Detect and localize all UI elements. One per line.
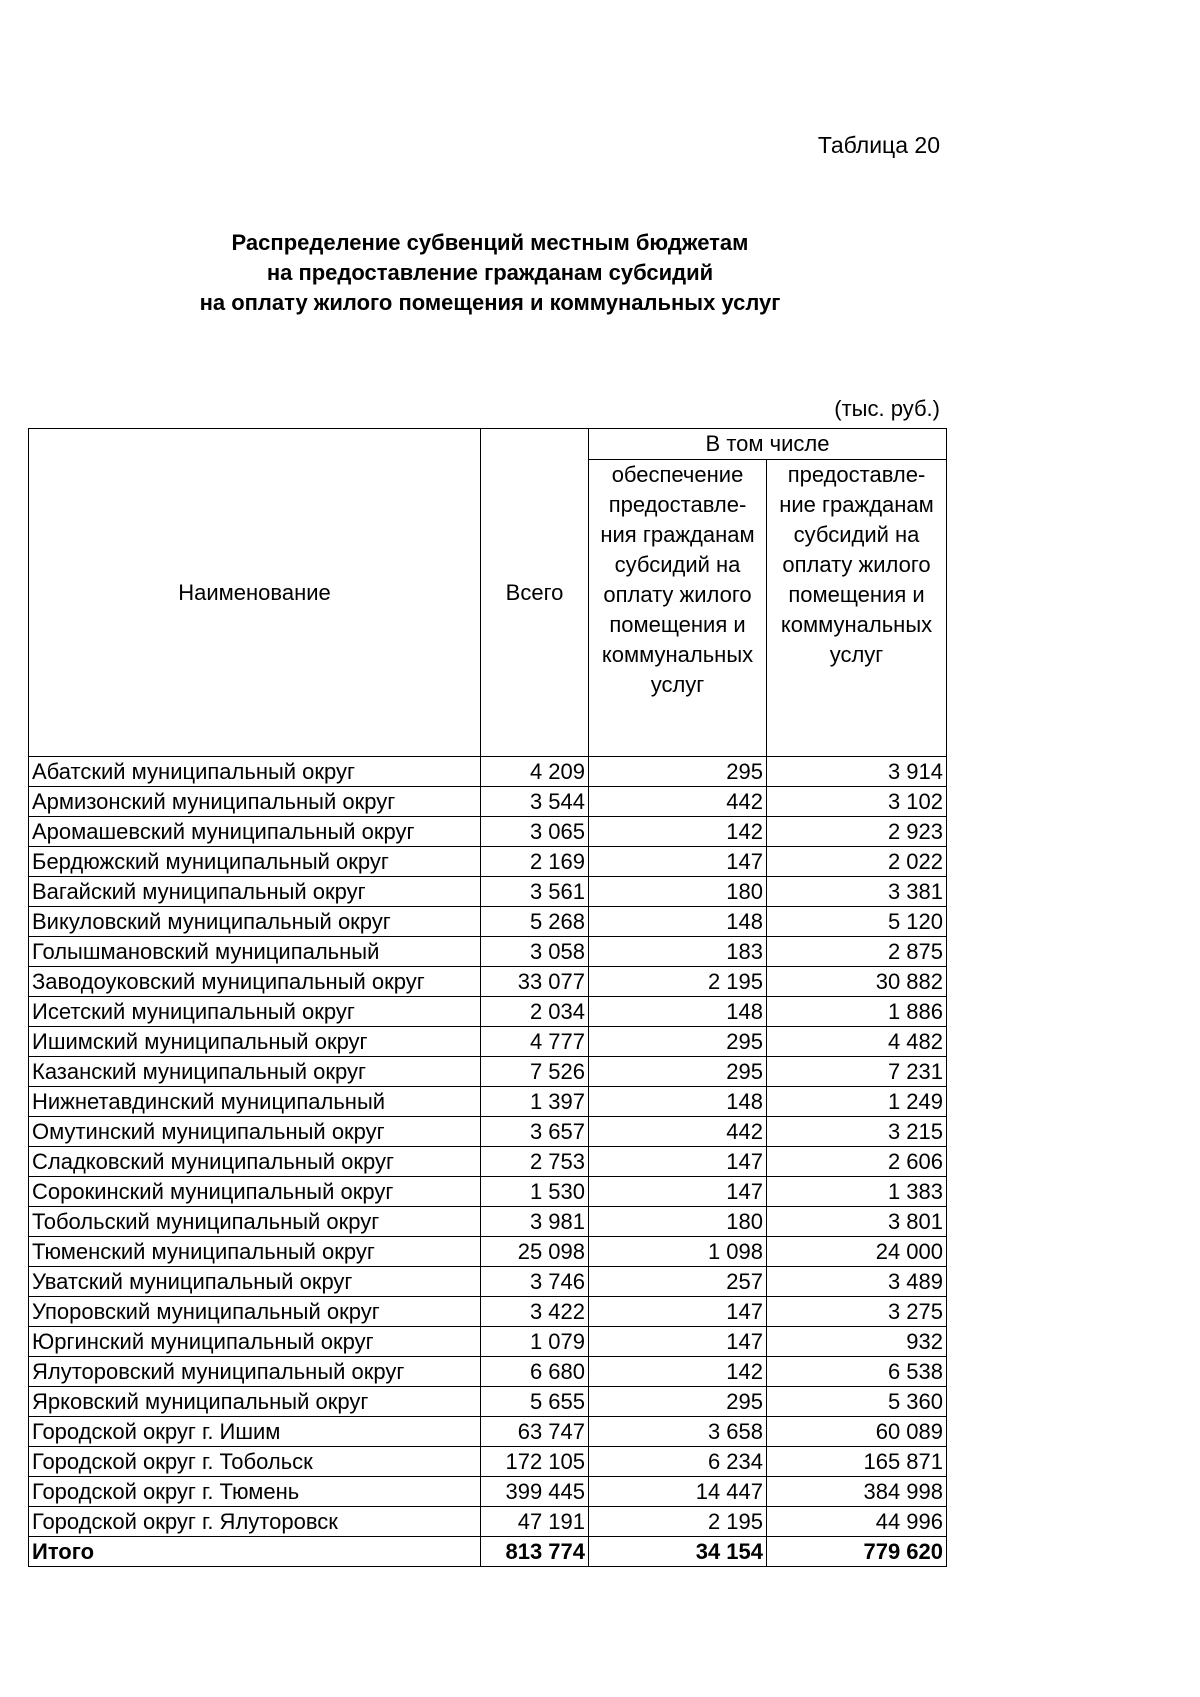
- cell-provision-subsidies: 3 489: [767, 1267, 947, 1297]
- table-row: [29, 847, 947, 877]
- cell-provision-subsidies: 3 914: [767, 757, 947, 787]
- table-row: [29, 997, 947, 1027]
- title-line: Распределение субвенций местным бюджетам: [231, 230, 749, 255]
- cell-name: Омутинский муниципальный округ: [29, 1117, 481, 1147]
- table-row: [29, 1087, 947, 1117]
- cell-provision-support: 142: [589, 817, 767, 847]
- table-row: [29, 1117, 947, 1147]
- cell-name: Сладковский муниципальный округ: [29, 1147, 481, 1177]
- cell-total: 6 680: [481, 1357, 589, 1387]
- cell-provision-support: 147: [589, 1297, 767, 1327]
- table-body: [29, 757, 947, 1567]
- table-row: [29, 1267, 947, 1297]
- cell-provision-support: 2 195: [589, 967, 767, 997]
- table-row: [29, 1297, 947, 1327]
- table-row: [29, 787, 947, 817]
- table-row: [29, 1537, 947, 1567]
- cell-total: 5 655: [481, 1387, 589, 1417]
- cell-total: 5 268: [481, 907, 589, 937]
- cell-provision-subsidies: 2 875: [767, 937, 947, 967]
- cell-total: 7 526: [481, 1057, 589, 1087]
- cell-provision-support: 442: [589, 787, 767, 817]
- cell-total: 3 544: [481, 787, 589, 817]
- cell-name: Тюменский муниципальный округ: [29, 1237, 481, 1267]
- header-including: В том числе: [589, 429, 947, 460]
- document-title: [60, 228, 920, 318]
- table-row: [29, 877, 947, 907]
- cell-provision-subsidies: 24 000: [767, 1237, 947, 1267]
- cell-total: 3 981: [481, 1207, 589, 1237]
- cell-total: 813 774: [481, 1537, 589, 1567]
- cell-name: Итого: [29, 1537, 481, 1567]
- cell-total: 47 191: [481, 1507, 589, 1537]
- cell-provision-support: 257: [589, 1267, 767, 1297]
- title-line: на предоставление гражданам субсидий: [266, 260, 714, 285]
- cell-provision-subsidies: 384 998: [767, 1477, 947, 1507]
- cell-name: Нижнетавдинский муниципальный: [29, 1087, 481, 1117]
- cell-provision-subsidies: 3 102: [767, 787, 947, 817]
- cell-provision-support: 183: [589, 937, 767, 967]
- cell-total: 4 209: [481, 757, 589, 787]
- cell-provision-support: 295: [589, 1057, 767, 1087]
- cell-total: 1 530: [481, 1177, 589, 1207]
- header-provision-subsidies: предоставле-ние гражданам субсидий на оплату жилого помещения и коммунальных услуг: [767, 460, 947, 757]
- cell-provision-support: 147: [589, 1327, 767, 1357]
- cell-provision-support: 34 154: [589, 1537, 767, 1567]
- cell-provision-subsidies: 6 538: [767, 1357, 947, 1387]
- header-provision-support: обеспечение предоставле-ния гражданам субсидий на оплату жилого помещения и коммунальных услуг: [589, 460, 767, 757]
- cell-name: Абатский муниципальный округ: [29, 757, 481, 787]
- cell-total: 2 034: [481, 997, 589, 1027]
- table-row: [29, 1147, 947, 1177]
- table-row: [29, 1177, 947, 1207]
- cell-name: Юргинский муниципальный округ: [29, 1327, 481, 1357]
- table-row: [29, 907, 947, 937]
- cell-name: Армизонский муниципальный округ: [29, 787, 481, 817]
- table-row: [29, 967, 947, 997]
- cell-provision-subsidies: 3 275: [767, 1297, 947, 1327]
- table-row: [29, 937, 947, 967]
- cell-name: Упоровский муниципальный округ: [29, 1297, 481, 1327]
- cell-name: Ялуторовский муниципальный округ: [29, 1357, 481, 1387]
- table-row: [29, 817, 947, 847]
- cell-total: 1 079: [481, 1327, 589, 1357]
- cell-provision-support: 148: [589, 997, 767, 1027]
- cell-total: 3 065: [481, 817, 589, 847]
- cell-total: 63 747: [481, 1417, 589, 1447]
- cell-provision-subsidies: 2 606: [767, 1147, 947, 1177]
- table-row: [29, 1477, 947, 1507]
- cell-provision-support: 148: [589, 907, 767, 937]
- cell-provision-support: 442: [589, 1117, 767, 1147]
- cell-total: 25 098: [481, 1237, 589, 1267]
- cell-provision-subsidies: 1 249: [767, 1087, 947, 1117]
- table-row: [29, 1027, 947, 1057]
- table-header: [29, 429, 947, 757]
- cell-total: 2 169: [481, 847, 589, 877]
- cell-provision-support: 295: [589, 1387, 767, 1417]
- cell-name: Голышмановский муниципальный: [29, 937, 481, 967]
- cell-total: 3 561: [481, 877, 589, 907]
- cell-provision-subsidies: 5 360: [767, 1387, 947, 1417]
- cell-provision-support: 295: [589, 757, 767, 787]
- table-row: [29, 1417, 947, 1447]
- table-row: [29, 1327, 947, 1357]
- cell-name: Ярковский муниципальный округ: [29, 1387, 481, 1417]
- cell-total: 1 397: [481, 1087, 589, 1117]
- cell-provision-subsidies: 3 215: [767, 1117, 947, 1147]
- cell-provision-subsidies: 3 801: [767, 1207, 947, 1237]
- cell-total: 3 422: [481, 1297, 589, 1327]
- table-number-label: Таблица 20: [817, 132, 940, 158]
- table-row: [29, 1447, 947, 1477]
- cell-provision-subsidies: 60 089: [767, 1417, 947, 1447]
- cell-provision-support: 3 658: [589, 1417, 767, 1447]
- table-row: [29, 1387, 947, 1417]
- header-name: Наименование: [29, 429, 481, 757]
- cell-provision-subsidies: 779 620: [767, 1537, 947, 1567]
- cell-name: Городской округ г. Тюмень: [29, 1477, 481, 1507]
- cell-provision-subsidies: 3 381: [767, 877, 947, 907]
- cell-provision-subsidies: 165 871: [767, 1447, 947, 1477]
- cell-total: 3 657: [481, 1117, 589, 1147]
- cell-name: Тобольский муниципальный округ: [29, 1207, 481, 1237]
- cell-provision-support: 14 447: [589, 1477, 767, 1507]
- cell-name: Аромашевский муниципальный округ: [29, 817, 481, 847]
- cell-name: Викуловский муниципальный округ: [29, 907, 481, 937]
- cell-name: Городской округ г. Тобольск: [29, 1447, 481, 1477]
- cell-provision-support: 148: [589, 1087, 767, 1117]
- cell-name: Казанский муниципальный округ: [29, 1057, 481, 1087]
- cell-provision-subsidies: 1 886: [767, 997, 947, 1027]
- cell-total: 399 445: [481, 1477, 589, 1507]
- cell-name: Сорокинский муниципальный округ: [29, 1177, 481, 1207]
- cell-name: Заводоуковский муниципальный округ: [29, 967, 481, 997]
- cell-provision-support: 295: [589, 1027, 767, 1057]
- cell-name: Исетский муниципальный округ: [29, 997, 481, 1027]
- cell-provision-support: 180: [589, 877, 767, 907]
- cell-total: 3 746: [481, 1267, 589, 1297]
- cell-name: Городской округ г. Ишим: [29, 1417, 481, 1447]
- units-label: (тыс. руб.): [834, 396, 940, 421]
- cell-provision-subsidies: 5 120: [767, 907, 947, 937]
- cell-provision-support: 147: [589, 847, 767, 877]
- table-row: [29, 757, 947, 787]
- cell-provision-subsidies: 44 996: [767, 1507, 947, 1537]
- cell-provision-subsidies: 30 882: [767, 967, 947, 997]
- cell-provision-support: 1 098: [589, 1237, 767, 1267]
- table-row: [29, 1507, 947, 1537]
- title-line: на оплату жилого помещения и коммунальных услуг: [199, 290, 781, 315]
- cell-provision-subsidies: 7 231: [767, 1057, 947, 1087]
- cell-provision-subsidies: 1 383: [767, 1177, 947, 1207]
- cell-provision-subsidies: 4 482: [767, 1027, 947, 1057]
- cell-provision-support: 6 234: [589, 1447, 767, 1477]
- table-row: [29, 1207, 947, 1237]
- cell-total: 2 753: [481, 1147, 589, 1177]
- cell-name: Уватский муниципальный округ: [29, 1267, 481, 1297]
- table-row: [29, 1057, 947, 1087]
- cell-provision-support: 147: [589, 1147, 767, 1177]
- cell-total: 172 105: [481, 1447, 589, 1477]
- table-row: [29, 1237, 947, 1267]
- cell-provision-subsidies: 2 923: [767, 817, 947, 847]
- cell-name: Ишимский муниципальный округ: [29, 1027, 481, 1057]
- cell-name: Бердюжский муниципальный округ: [29, 847, 481, 877]
- cell-total: 4 777: [481, 1027, 589, 1057]
- table-row: [29, 1357, 947, 1387]
- cell-provision-support: 2 195: [589, 1507, 767, 1537]
- cell-provision-subsidies: 932: [767, 1327, 947, 1357]
- subvention-table: [28, 428, 947, 1567]
- cell-provision-support: 180: [589, 1207, 767, 1237]
- cell-provision-support: 147: [589, 1177, 767, 1207]
- cell-total: 33 077: [481, 967, 589, 997]
- cell-total: 3 058: [481, 937, 589, 967]
- cell-provision-subsidies: 2 022: [767, 847, 947, 877]
- header-total: Всего: [481, 429, 589, 757]
- cell-name: Вагайский муниципальный округ: [29, 877, 481, 907]
- cell-name: Городской округ г. Ялуторовск: [29, 1507, 481, 1537]
- cell-provision-support: 142: [589, 1357, 767, 1387]
